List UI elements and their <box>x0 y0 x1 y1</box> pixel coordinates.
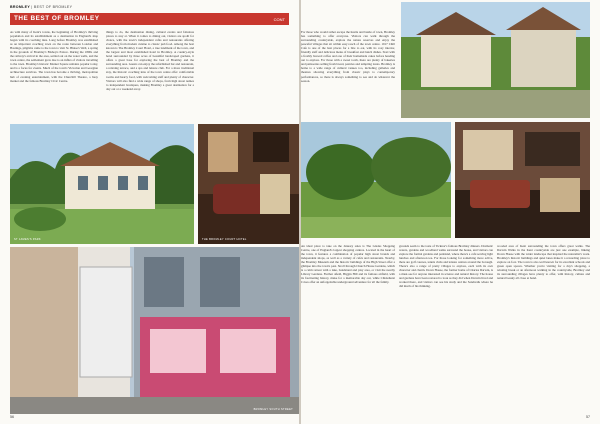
running-head: BROMLEY | BEST OF BROMLEY <box>10 5 73 9</box>
photo-caption: ST JAMES'S PARK <box>14 238 41 241</box>
right-col-2: grounds seem to the taste of Ticknor's famous Bromley dinners. Dramatic waters, gardens and woodland walks surround the house, and visitors can explore the formal gardens and parkland, where there's a café serving light lunches and afternoon tea. For those looking for something more active, there are golf courses, tennis clubs and leisure centres around the borough. There's also a range of pretty villages to explore, each with its own character and charm. Down House, the former home of Charles Darwin, is a must-see for anyone interested in science and natural history. The house and gardens have been restored to look as they did when Darwin lived and worked there, and visitors can see his study and the Sandwalk where he did much of his thinking. <box>399 244 493 289</box>
left-col-1: As with many of Kent's towns, the beginning of Bromley's thriving population and its establishment as a destination in England's map began with its coaching inns. Long before Bromley was established as an important coaching town on the route between London and Hastings, pilgrims came to the town to visit St. Blaise's Well, a spring in the grounds of Bromley's Bishop's Palace. During the 1800s and the railway's arrival in the area, settled out on the water wells, and the town centre, the settlement grew due to an influx of visitors travelling to the town. Bromley's historic Market Square remains popular today, and is a focus for events. Much of the town's Victorian and Georgian architecture survives. The town has become a thriving, metropolitan hub of evening entertainment, with the Churchill Theatre, a busy market and the famous Bromley Civic Centre. <box>10 30 98 83</box>
hotel-exterior-photo <box>10 124 194 244</box>
right-col-3: wooded area of Kent surrounding the town offers great walks. The Darwin Walks in the Kent countryside are just one example, linking Down House with the wider landscape that inspired the naturalist's work. Bromley's historic buildings and quiet lanes make it a rewarding place to explore on foot. The town is also well known for its excellent schools and green open spaces. Whether you're visiting for a day's shopping, a relaxing break or an afternoon walking in the countryside, Bromley and its surrounding villages have plenty to offer, with history, culture and natural beauty all close at hand. <box>497 244 590 281</box>
cafe-interior-photo <box>455 122 590 238</box>
right-col-top: For those who would rather escape the hustle and bustle of town, Bromley has something to offer everyone. Visitors can walk through the surrounding countryside, explore the nature reserves and enjoy the peaceful villages that sit within easy reach of the town centre. 1917 Chill Cafe is one of the best places for a bite to eat, with its cosy interior, friendly staff and delicious menu of breakfast and lunch dishes. Start with a freshly brewed coffee and one of their homemade cakes before heading out to explore. For those with a sweet tooth, there are plenty of bakeries and patisseries selling fresh bread, pastries and tempting treats. Bromley is home to a wide range of cultural venues too, including galleries and theatres showing everything from classic plays to contemporary performances, so there is always something to see and do whatever the season. <box>301 30 395 83</box>
page-number-left: 56 <box>10 415 14 419</box>
section-heading-cont: CONT <box>273 16 285 22</box>
hotel-lounge-photo <box>198 124 299 244</box>
parkland-photo <box>301 122 451 238</box>
right-page <box>301 0 600 424</box>
right-col-1: An ideal place to take on the January sales is The Glades Shopping Centre, one of England's largest shopping centres. Located in the heart of the town, it features a combination of popular high street brands and independent shops, as well as a variety of cafés and restaurants. Nearby, the Bromley Museum and the historic buildings of the High Street offer a glimpse into the town's past. Stroll through Church House Gardens, which is a calm retreat with a lake, bandstand and play area, or visit the nearby Library Gardens. Further afield, Biggin Hill and its famous airfield, with its fascinating history, make for a memorable day out, while Chislehurst Caves offer an unforgettable underground adventure for all the family. <box>301 244 395 285</box>
left-page <box>0 0 299 424</box>
photo-caption: THE BROMLEY COURT HOTEL <box>202 238 247 241</box>
photo-caption: BROMLEY SOUTH STREET <box>253 408 293 411</box>
left-col-2: things to do, the destination dining, cultural events and fabulous places to stay at. When it comes to dining out, visitors are spoilt for choice, with the town's independent cafés and restaurants offering everything from modern cuisine to classic pub food. Among the best known is The Bromley Court Hotel, a true landmark of the town, and the largest and most established hotel in Bromley. A country-style hotel surrounded by three acres of beautiful landscaped gardens, it offers a great base for exploring the best of Bromley and the surrounding area. Guests can enjoy the refurbished bar and restaurant, a relaxing terrace, and a spa and leisure club. For a more traditional stay, the historic coaching inns of the town centre offer comfortable rooms and hearty food, with welcoming staff and plenty of character. Visitors will also find a wide range of shops, from high street names to independent boutiques, making Bromley a great destination for a day out or a weekend away. <box>106 30 194 91</box>
village-street-photo <box>401 2 590 118</box>
page-number-right: 57 <box>586 415 590 419</box>
section-heading: THE BEST OF BROMLEY <box>14 15 100 22</box>
street-shops-photo <box>10 247 299 414</box>
section-heading-band <box>10 13 289 25</box>
